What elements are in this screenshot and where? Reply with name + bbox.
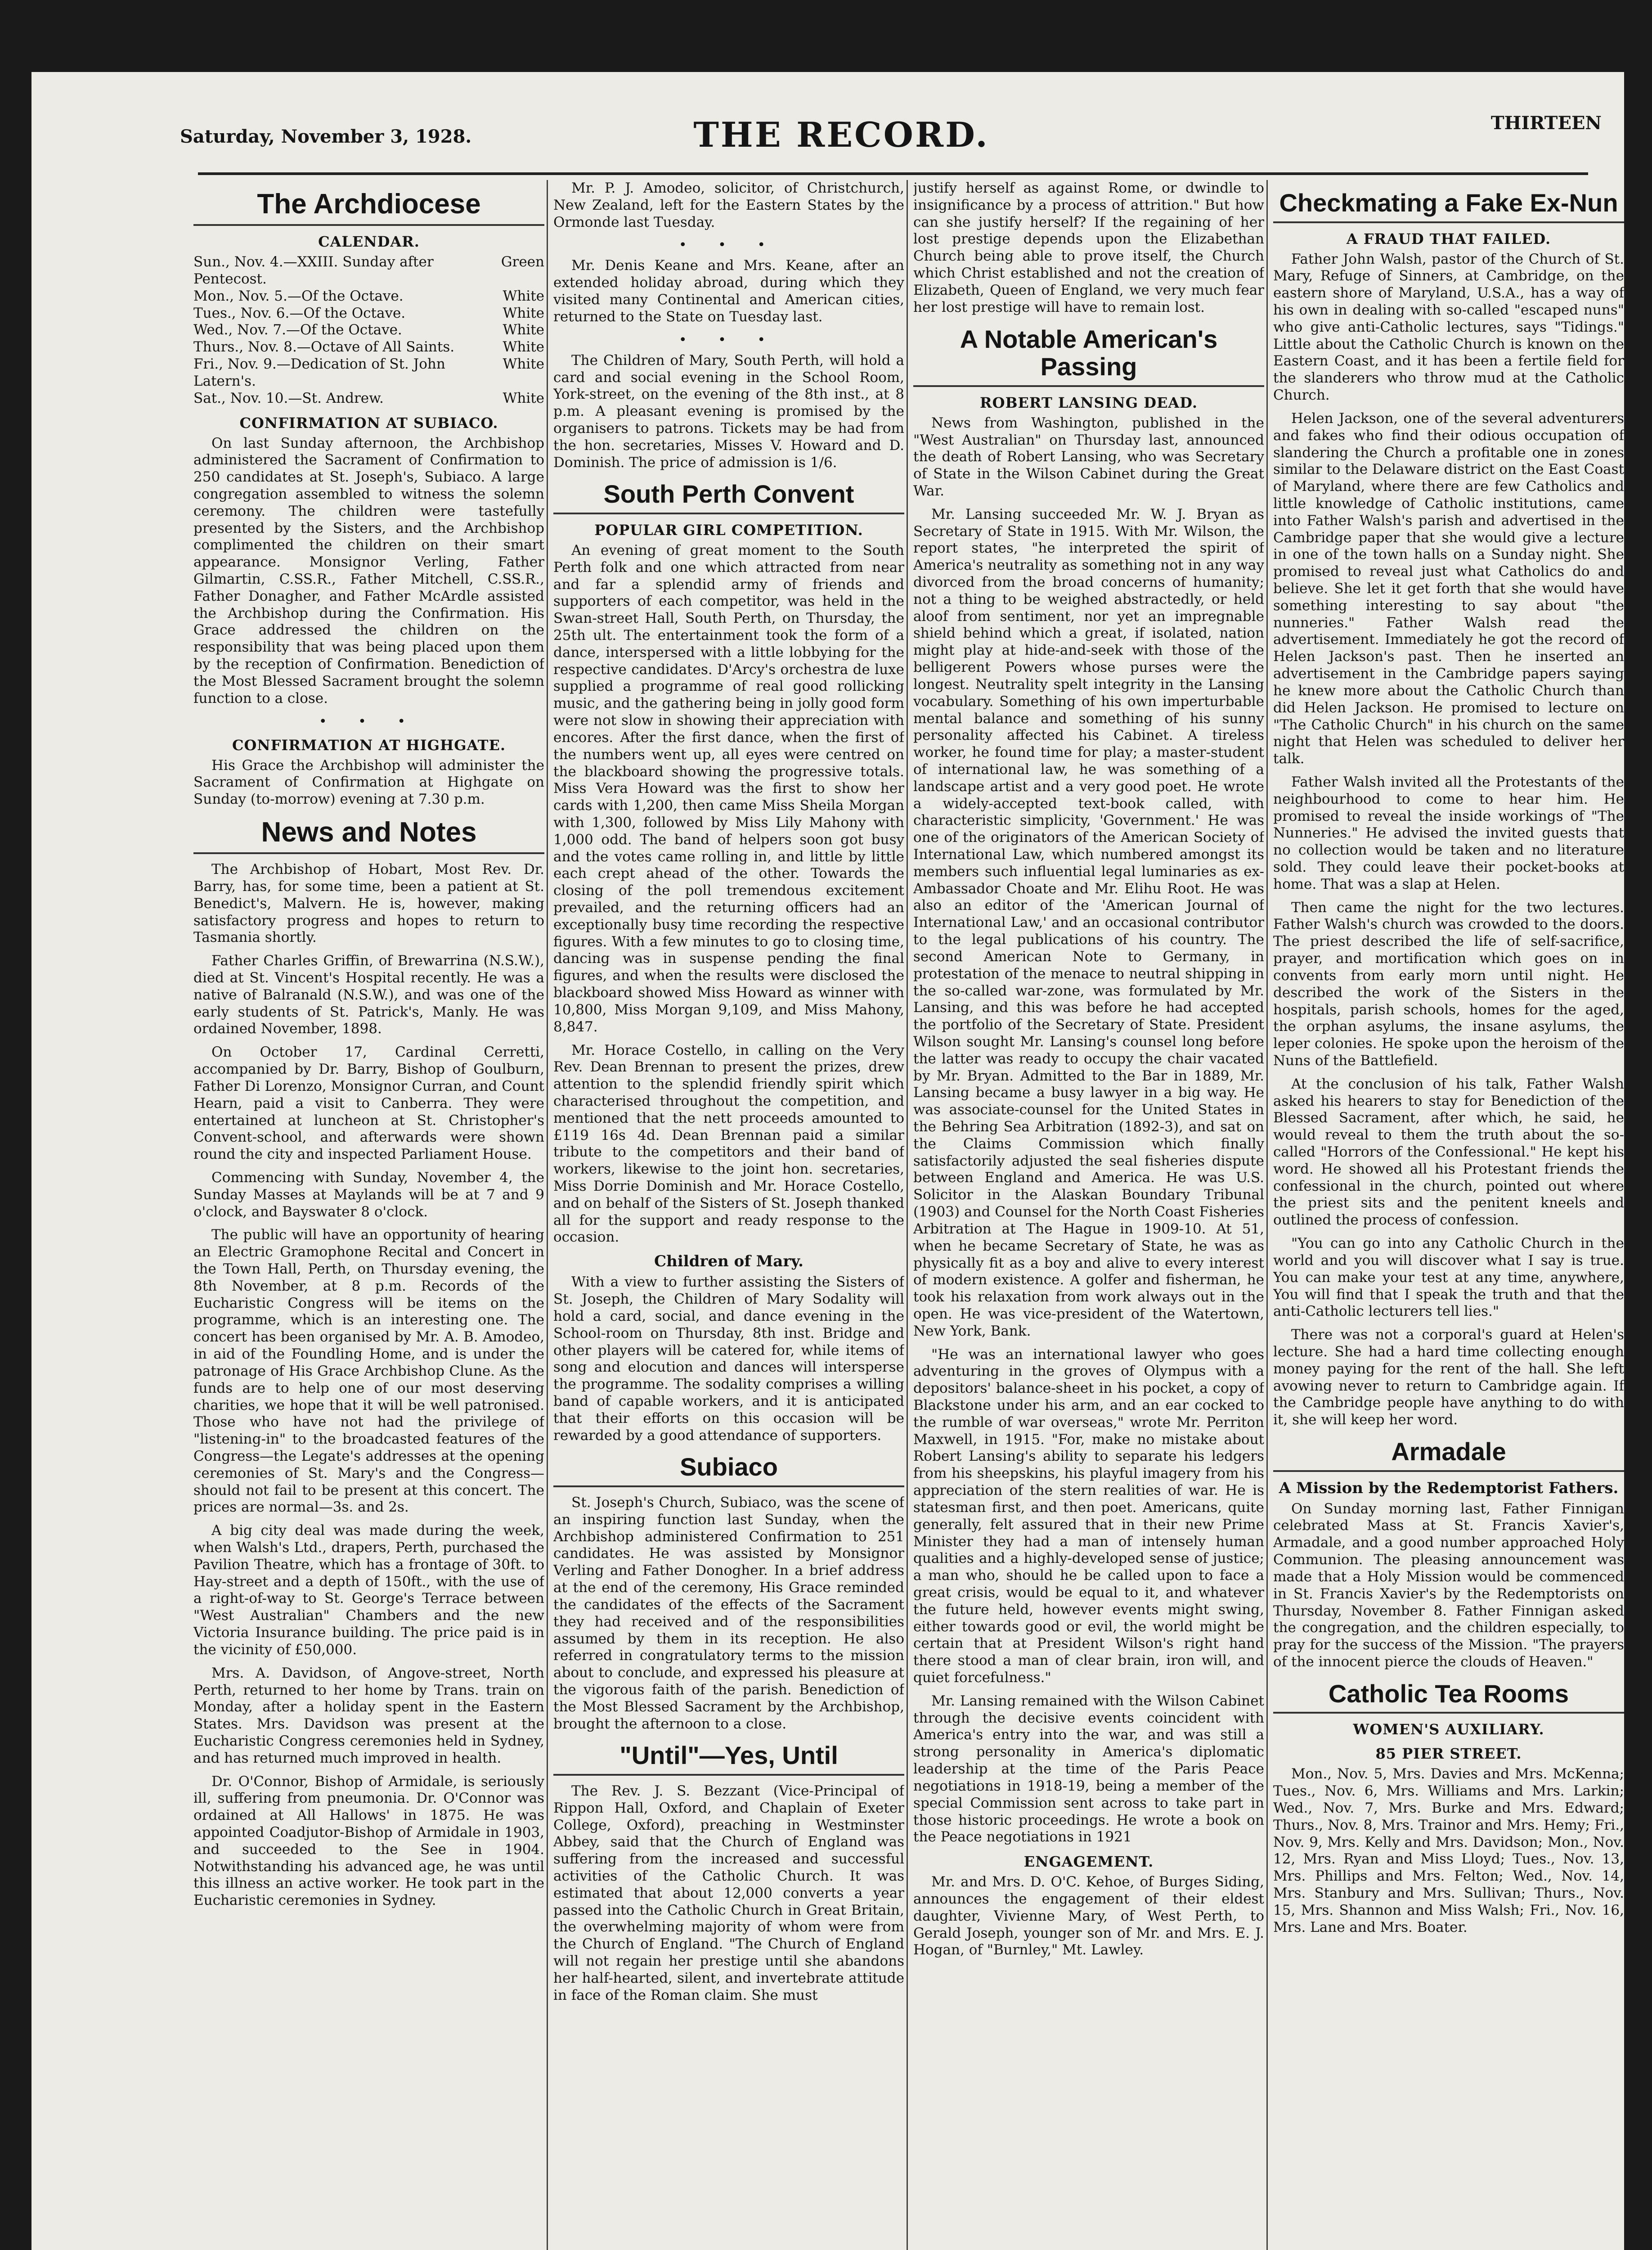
engagement-text: Mr. and Mrs. D. O'C. Kehoe, of Burges Siding, announces the engagement of their eldest daughter, Vivienne Mary, of West Perth, to Gerald Joseph, younger son of Mr. and Mrs. E. J. Hogan, of "Burnley," Mt. Lawley. xyxy=(913,1874,1264,1958)
tea-rooms-heading: Catholic Tea Rooms xyxy=(1273,1680,1624,1714)
exnun-subheading: A FRAUD THAT FAILED. xyxy=(1346,230,1551,248)
south-perth-paragraph: Mr. Horace Costello, in calling on the Very Rev. Dean Brennan to present the prizes, drew attention to the splendid friendly spirit which characterised throughout the competition, and mentioned that the nett proceeds amounted to £119 16s 4d. Dean Brennan paid a similar tribute to the competitors and their band of workers, likewise to the joint hon. secretaries, Miss Dorrie Dominish and Mr. Horace Costello, and on behalf of the Sisters of St. Joseph thanked all for the support and ready response to the occasion. xyxy=(553,1042,904,1246)
children-of-mary-heading: Children of Mary. xyxy=(654,1252,804,1271)
news-paragraph: The Children of Mary, South Perth, will hold a card and social evening in the School Room, York-street, on the evening of the 8th inst., at 8 p.m. A pleasant evening is promised by the organisers to patrons. Tickets may be had from the hon. secretaries, Misses V. Howard and D. Dominish. The price of admission is 1/6. xyxy=(553,352,904,471)
exnun-paragraph: At the conclusion of his talk, Father Walsh asked his hearers to stay for Benediction of the Blessed Sacrament, after which, he said, he would reveal to them the truth about the so-called "Horrors of the Confessional." He kept his word. He showed all his Protestant friends the confessional in the church, pointed out where the priest sits and the penitent kneels and outlined the process of confession. xyxy=(1273,1076,1624,1228)
south-perth-heading: South Perth Convent xyxy=(553,480,904,514)
column-3 xyxy=(913,180,1264,2250)
armadale-heading: Armadale xyxy=(1273,1438,1624,1472)
tea-rooms-address: 85 PIER STREET. xyxy=(1375,1745,1522,1763)
lansing-paragraph: Mr. Lansing remained with the Wilson Cabinet through the decisive events coincident with America's entry into the war, and was still a strong personality in America's diplomatic leadership at the time of the Paris Peace negotiations in 1918-19, being a member of the special Commission sent across to take part in those historic proceedings. He wrote a book on the Peace negotiations in 1921 xyxy=(913,1692,1264,1845)
archdiocese-heading: The Archdiocese xyxy=(193,189,544,226)
calendar-heading: CALENDAR. xyxy=(318,233,420,251)
news-paragraph: A big city deal was made during the week, when Walsh's Ltd., drapers, Perth, purchased the Pavilion Theatre, which has a frontage of 30ft. to Hay-street and a depth of 150ft., with the use of a right-of-way to St. George's Terrace between "West Australian" Chambers and the new Victoria Insurance building. The price paid is in the vicinity of £50,000. xyxy=(193,1522,544,1658)
children-of-mary-text: With a view to further assisting the Sisters of St. Joseph, the Children of Mary Sodality will hold a card, social, and dance evening in the School-room on Thursday, 8th inst. Bridge and other players will be catered for, while items of song and elocution and dances will intersperse the programme. The sodality comprises a willing band of capable workers, and it is anticipated that their efforts on this occasion will be rewarded by a good attendance of supporters. xyxy=(553,1274,904,1444)
exnun-paragraph: There was not a corporal's guard at Helen's lecture. She had a hard time collecting enough money paying for the rent of the hall. She left avowing never to return to Cambridge again. If the Cambridge people have anything to do with it, she will keep her word. xyxy=(1273,1327,1624,1428)
exnun-paragraph: Helen Jackson, one of the several adventurers and fakes who find their odious occupation of slandering the Church a profitable one in zones similar to the Delaware district on the East Coast of Maryland, where there are few Catholics and little knowledge of Catholic institutions, came into Father Walsh's parish and advertised in the Cambridge paper that she would give a lecture in one of the town halls on a Sunday night. She promised to reveal just what Catholics do and believe. She let it get forth that she would have something interesting to say about "the nunneries." Father Walsh read the advertisement. Immediately he got the record of Helen Jackson's past. Then he inserted an advertisement in the Cambridge papers saying he knew more about the Catholic Church than did Helen Jackson. He promised to lecture on "The Catholic Church" in his church on the same night that Helen was scheduled to deliver her talk. xyxy=(1273,410,1624,767)
highgate-confirmation-text: His Grace the Archbishop will administer the Sacrament of Confirmation at Highgate on Sunday (to-morrow) evening at 7.30 p.m. xyxy=(193,757,544,808)
lansing-paragraph: "He was an international lawyer who goes adventuring in the groves of Olympus with a depositors' balance-sheet in his pocket, a copy of Blackstone under his arm, and an ear cocked to the rumble of war overseas," wrote Mr. Perriton Maxwell, in 1915. "For, make no mistake about Robert Lansing's ability to separate his ledgers from his sheepskins, his playful imagery from his appreciation of the stern realities of war. He is statesman first, and then poet. Americans, quite generally, felt assured that in their new Prime Minister they had a man of intensely human qualities and a highly-developed sense of justice; a man who, should he be called upon to face a great crisis, would be equal to it, and whatever the future held, however events might swing, either towards good or evil, the world might be certain that at President Wilson's right hand there stood a man of clear brain, iron will, and quiet forcefulness." xyxy=(913,1346,1264,1686)
exnun-paragraph: Father John Walsh, pastor of the Church of St. Mary, Refuge of Sinners, at Cambridge, on the eastern shore of Maryland, U.S.A., has a way of his own in dealing with so-called "escaped nuns" who give anti-Catholic lectures, says "Tidings." Little about the Catholic Church is known on the Eastern Coast, and it has been a fertile field for the slanderers who throw mud at the Catholic Church. xyxy=(1273,251,1624,404)
separator-dots: • • • xyxy=(678,237,779,253)
column-4 xyxy=(1273,180,1624,2250)
column-2 xyxy=(553,180,904,2250)
exnun-paragraph: Father Walsh invited all the Protestants of the neighbourhood to come to hear him. He promised to reveal the inside workings of "The Nunneries." He advised the invited guests that no collection would be taken and no literature sold. They could leave their pocket-books at home. That was a slap at Helen. xyxy=(1273,774,1624,892)
news-paragraph: The public will have an opportunity of hearing an Electric Gramophone Recital and Concert in the Town Hall, Perth, on Thursday evening, the 8th November, at 8 p.m. Records of the Eucharistic Congress will be items on the programme, which is an interesting one. The concert has been organised by Mr. A. B. Amodeo, in aid of the Foundling Home, and is under the patronage of His Grace Archbishop Clune. As the funds are to help one of our most deserving charities, we hope that it will be well patronised. Those who have not had the privilege of "listening-in" to the broadcasted features of the Congress—the Legate's addresses at the opening ceremonies of St. Mary's and the Congress—should not fail to be present at this concert. The prices are normal—3s. and 2s. xyxy=(193,1227,544,1516)
tea-rooms-subheading: WOMEN'S AUXILIARY. xyxy=(1353,1721,1544,1738)
newspaper-page xyxy=(31,72,1624,2250)
news-paragraph: The Archbishop of Hobart, Most Rev. Dr. Barry, has, for some time, been a patient at St. Benedict's, Malvern. He is, however, making satisfactory progress and hopes to return to Tasmania shortly. xyxy=(193,861,544,946)
calendar-list xyxy=(193,254,544,407)
lansing-subheading: ROBERT LANSING DEAD. xyxy=(980,394,1198,411)
calendar-entry: Wed., Nov. 7.—Of the Octave. White xyxy=(193,322,544,338)
column-1 xyxy=(193,180,544,2250)
lansing-paragraph: Mr. Lansing succeeded Mr. W. J. Bryan as Secretary of State in 1915. With Mr. Wilson, the report states, "he interpreted the spirit of America's neutrality as something not in any way divorced from the broad concerns of humanity; not a thing to be weighed abstractedly, or held aloof from sentiment, nor yet an impregnable shield behind which a great, if isolated, nation might play at hide-and-seek with those of the belligerent Powers whose purses were the longest. Neutrality spelt integrity in the Lansing vocabulary. Something of his own imperturbable mental balance and something of his sunny personality affected his Cabinet. A tireless worker, he found time for play; a master-student of international law, he was something of a landscape artist and a very good poet. He wrote a widely-accepted text-book called, with characteristic simplicity, 'Government.' He was one of the originators of the American Society of International Law, which numbered amongst its members such influential legal luminaries as ex-Ambassador Choate and Mr. Elihu Root. He was also an editor of the 'American Journal of International Law,' and an occasional contributor to the legal publications of his country. The second American Note to Germany, in protestation of the menace to neutral shipping in the so-called war-zone, was formulated by Mr. Lansing, and this was before he had accepted the portfolio of the Secretary of State. President Wilson sought Mr. Lansing's counsel long before the latter was ready to occupy the chair vacated by Mr. Bryan. Admitted to the Bar in 1889, Mr. Lansing became a busy lawyer in a big way. He was associate-counsel for the United States in the Behring Sea Arbitration (1892-3), and sat on the Claims Commission which finally satisfactorily adjusted the seal fisheries dispute between England and America. He was U.S. Solicitor in the Alaskan Boundary Tribunal (1903) and Counsel for the North Coast Fisheries Arbitration at The Hague in 1909-10. At 51, when he became Secretary of State, he was as physically fit as a boy and alive to every interest of modern existence. A golfer and fisherman, he took his relaxation from work always out in the open. He was vice-president of the Watertown, New York, Bank. xyxy=(913,506,1264,1339)
engagement-heading: ENGAGEMENT. xyxy=(1024,1853,1154,1871)
news-paragraph: Father Charles Griffin, of Brewarrina (N.S.W.), died at St. Vincent's Hospital recently. He was a native of Balranald (N.S.W.), and was one of the early students of St. Patrick's, Manly. He was ordained November, 1898. xyxy=(193,953,544,1037)
calendar-entry: Sun., Nov. 4.—XXIII. Sunday after Pentecost. Green xyxy=(193,254,544,287)
calendar-entry: Tues., Nov. 6.—Of the Octave. White xyxy=(193,305,544,321)
calendar-entry: Sat., Nov. 10.—St. Andrew. White xyxy=(193,390,544,406)
exnun-paragraph: Then came the night for the two lectures. Father Walsh's church was crowded to the doors. The priest described the life of self-sacrifice, prayer, and mortification which goes on in convents from early morn until night. He described the work of the Sisters in the hospitals, parish schools, homes for the aged, the orphan asylums, the insane asylums, the leper colonies. He spoke upon the heroism of the Nuns of the Battlefield. xyxy=(1273,899,1624,1069)
news-notes-heading: News and Notes xyxy=(193,817,544,854)
subiaco-confirmation-text: On last Sunday afternoon, the Archbishop administered the Sacrament of Confirmation to 250 candidates at St. Joseph's, Subiaco. A large congregation assembled to witness the solemn ceremony. The children were tastefully presented by the Sisters, and the Archbishop complimented the children on their smart appearance. Monsignor Verling, Father Gilmartin, C.SS.R., Father Mitchell, C.SS.R., Father Donagher, and Father McArdle assisted the Archbishop during the Confirmation. His Grace addressed the children on the responsibility that was being placed upon them by the reception of Confirmation. Benediction of the Most Blessed Sacrament brought the solemn function to a close. xyxy=(193,435,544,706)
armadale-subheading: A Mission by the Redemptorist Fathers. xyxy=(1279,1479,1619,1497)
news-paragraph: On October 17, Cardinal Cerretti, accompanied by Dr. Barry, Bishop of Goulburn, Father Di Lorenzo, Monsignor Curran, and Count Hearn, paid a visit to Canberra. They were entertained at luncheon at St. Christopher's Convent-school, and afterwards were shown round the city and inspected Parliament House. xyxy=(193,1044,544,1163)
subiaco-confirmation-heading: CONFIRMATION AT SUBIACO. xyxy=(239,414,498,432)
subiaco-heading: Subiaco xyxy=(553,1453,904,1487)
news-paragraph: Mr. Denis Keane and Mrs. Keane, after an extended holiday abroad, during which they visited many Continental and American cities, returned to the State on Tuesday last. xyxy=(553,257,904,325)
news-paragraph: Mr. P. J. Amodeo, solicitor, of Christchurch, New Zealand, left for the Eastern States by the Ormonde last Tuesday. xyxy=(553,180,904,230)
issue-date: Saturday, November 3, 1928. xyxy=(180,126,472,147)
exnun-paragraph: "You can go into any Catholic Church in the world and you will discover what I say is true. You can make your test at any time, anywhere, You will find that I speak the truth and that the anti-Catholic lecturers tell lies." xyxy=(1273,1235,1624,1320)
continued-text: justify herself as against Rome, or dwindle to insignificance by a process of attrition." But how can she justify herself? If the regaining of her lost prestige depends upon the Elizabethan Church being able to prove itself, the Church which Christ established and not the creation of Elizabeth, Queen of England, we very much fear her lost prestige will have to remain lost. xyxy=(913,180,1264,315)
masthead xyxy=(31,72,1624,176)
south-perth-paragraph: An evening of great moment to the South Perth folk and one which attracted from near and far a splendid army of friends and supporters of each competitor, was held in the Swan-street Hall, South Perth, on Thursday, the 25th ult. The entertainment took the form of a dance, interspersed with a little lobbying for the respective candidates. D'Arcy's orchestra de luxe supplied a programme of real good rollicking music, and the gathering being in jolly good form were not slow in showing their appreciation with encores. After the first dance, when the first of the numbers went up, all eyes were centred on the blackboard showing the progressive totals. Miss Vera Howard was the first to show her cards with 1,200, then came Miss Sheila Morgan with 1,300, followed by Miss Lily Mahony with 1,000 odd. The band of helpers soon got busy and the votes came rolling in, and little by little each crept ahead of the other. Towards the closing of the poll tremendous excitement prevailed, and the returning officers had an exceptionally busy time recording the respective figures. With a few minutes to go to closing time, dancing was in suspense pending the final figures, and when the results were disclosed the blackboard showed Miss Howard as winner with 10,800, Miss Morgan 9,109, and Miss Mahony, 8,847. xyxy=(553,542,904,1035)
newspaper-title: THE RECORD. xyxy=(693,115,989,155)
column-divider xyxy=(1266,180,1268,2250)
armadale-text: On Sunday morning last, Father Finnigan celebrated Mass at St. Francis Xavier's, Armadale, and a good number approached Holy Communion. The pleasing announcement was made that a Holy Mission would be commenced in St. Francis Xavier's by the Redemptorists on Thursday, November 8. Father Finnigan asked the congregation, and the children especially, to pray for the success of the Mission. "The prayers of the innocent pierce the clouds of Heaven." xyxy=(1273,1500,1624,1670)
subiaco-text: St. Joseph's Church, Subiaco, was the scene of an inspiring function last Sunday, when the Archbishop administered Confirmation to 251 candidates. He was assisted by Monsignor Verling and Father Donogher. In a brief address at the end of the ceremony, His Grace reminded the candidates of the effects of the Sacrament they had received and of the responsibilities assumed by them in its reception. He also referred in congratulatory terms to the mission about to conclude, and expressed his pleasure at the vigorous faith of the parish. Benediction of the Most Blessed Sacrament by the Archbishop, brought the afternoon to a close. xyxy=(553,1494,904,1732)
masthead-rule xyxy=(198,172,1588,175)
lansing-heading: A Notable American's Passing xyxy=(913,325,1264,387)
calendar-entry: Fri., Nov. 9.—Dedication of St. John Latern's. White xyxy=(193,356,544,389)
calendar-entry: Mon., Nov. 5.—Of the Octave. White xyxy=(193,288,544,304)
news-paragraph: Commencing with Sunday, November 4, the Sunday Masses at Maylands will be at 7 and 9 o'clock, and Bayswater 8 o'clock. xyxy=(193,1169,544,1220)
column-divider xyxy=(907,180,908,2250)
column-divider xyxy=(547,180,548,2250)
south-perth-subheading: POPULAR GIRL COMPETITION. xyxy=(594,521,863,539)
separator-dots: • • • xyxy=(319,713,419,729)
until-heading: "Until"—Yes, Until xyxy=(553,1742,904,1776)
news-paragraph: Mrs. A. Davidson, of Angove-street, North Perth, returned to her home by Trans. train on Monday, after a holiday spent in the Eastern States. Mrs. Davidson was present at the Eucharistic Congress ceremonies held in Sydney, and has returned much improved in health. xyxy=(193,1665,544,1766)
until-text: The Rev. J. S. Bezzant (Vice-Principal of Rippon Hall, Oxford, and Chaplain of Exeter College, Oxford), preaching in Westminster Abbey, said that the Church of England was suffering from the increased and successful activities of the Catholic Church. It was estimated that about 12,000 converts a year passed into the Catholic Church in Great Britain, the overwhelming majority of whom were from the Church of England. "The Church of England will not regain her prestige until she abandons her half-hearted, silent, and invertebrate attitude in face of the Roman claim. She must xyxy=(553,1782,904,2003)
separator-dots: • • • xyxy=(678,332,779,348)
calendar-entry: Thurs., Nov. 8.—Octave of All Saints. White xyxy=(193,339,544,356)
news-paragraph: Dr. O'Connor, Bishop of Armidale, is seriously ill, suffering from pneumonia. Dr. O'Connor was ordained at All Hallows' in 1875. He was appointed Coadjutor-Bishop of Armidale in 1903, and succeeded to the See in 1904. Notwithstanding his advanced age, he was until this illness an active worker. He took part in the Eucharistic ceremonies in Sydney. xyxy=(193,1773,544,1909)
tea-rooms-roster: Mon., Nov. 5, Mrs. Davies and Mrs. McKenna; Tues., Nov. 6, Mrs. Williams and Mrs. Larkin; Wed., Nov. 7, Mrs. Burke and Mrs. Edward; Thurs., Nov. 8, Mrs. Trainor and Mrs. Hemy; Fri., Nov. 9, Mrs. Kelly and Mrs. Davidson; Mon., Nov. 12, Mrs. Ryan and Miss Lloyd; Tues., Nov. 13, Mrs. Phillips and Mrs. Felton; Wed., Nov. 14, Mrs. Stanbury and Mrs. Sullivan; Thurs., Nov. 15, Mrs. Shannon and Miss Walsh; Fri., Nov. 16, Mrs. Lane and Mrs. Boater. xyxy=(1273,1766,1624,1935)
page-number: THIRTEEN xyxy=(1490,112,1602,134)
exnun-heading: Checkmating a Fake Ex-Nun xyxy=(1273,189,1624,223)
highgate-confirmation-heading: CONFIRMATION AT HIGHGATE. xyxy=(232,736,506,754)
lansing-paragraph: News from Washington, published in the "West Australian" on Thursday last, announced the death of Robert Lansing, who was Secretary of State in the Wilson Cabinet during the Great War. xyxy=(913,414,1264,499)
